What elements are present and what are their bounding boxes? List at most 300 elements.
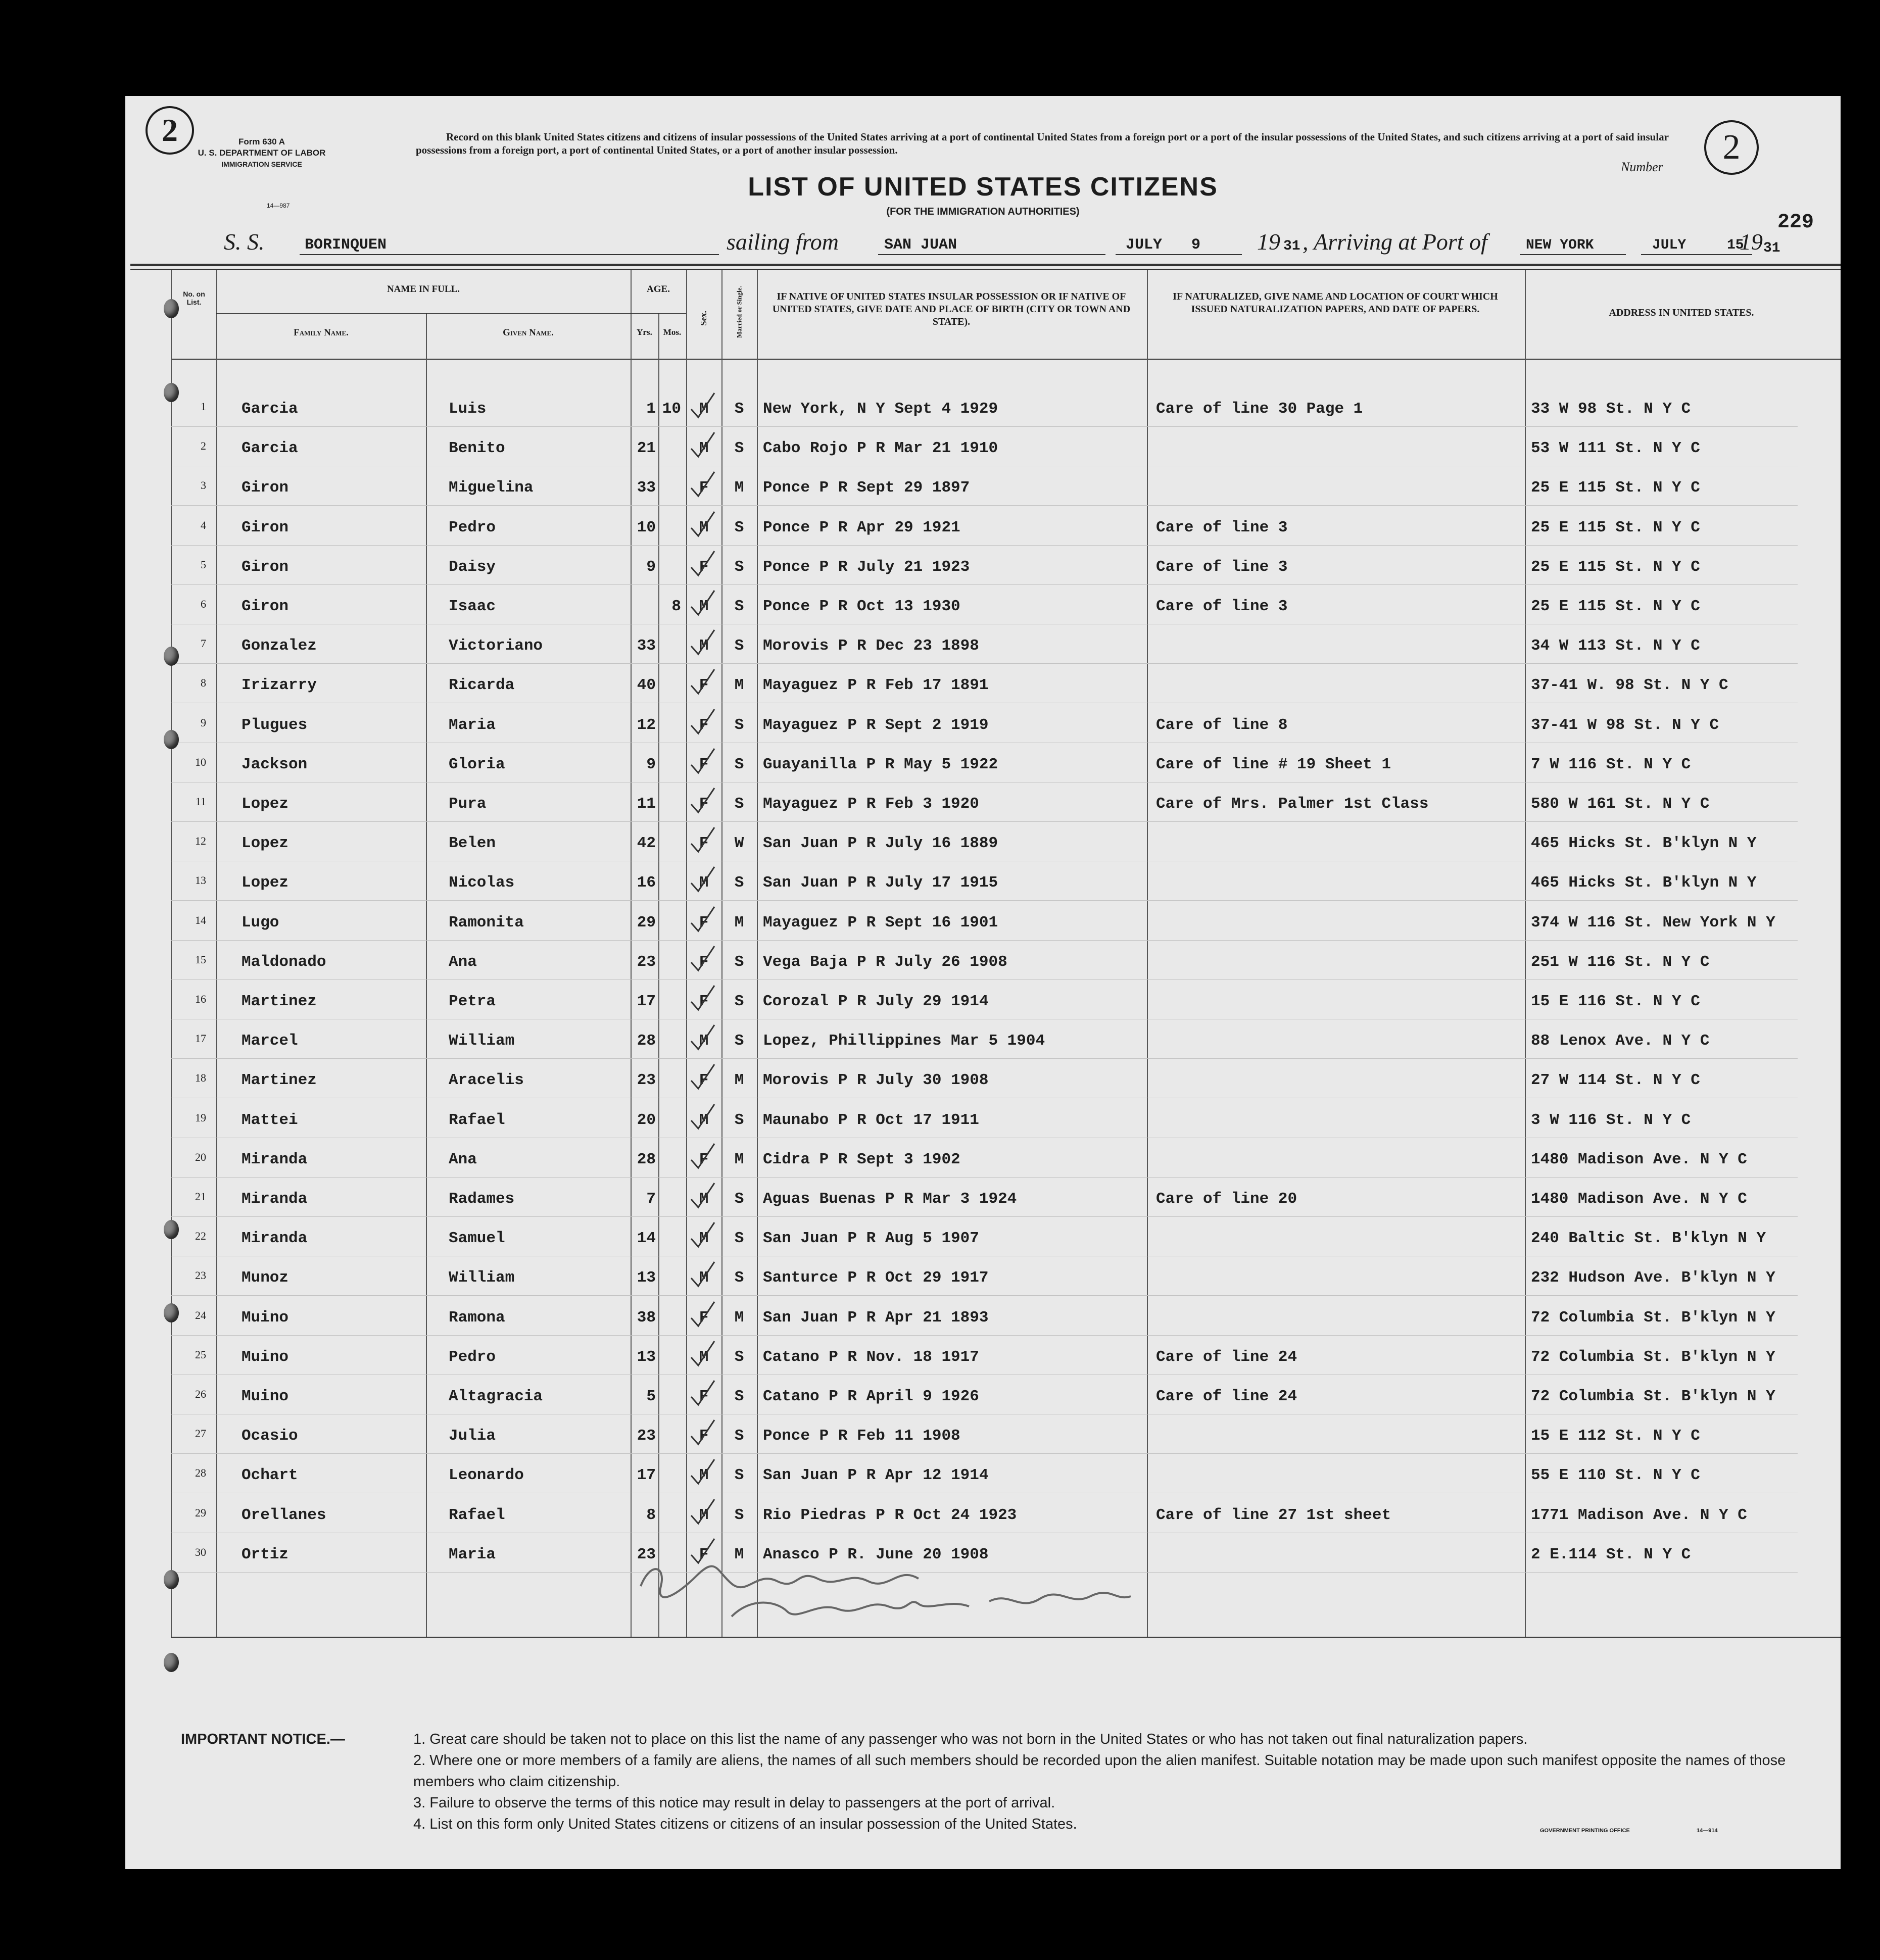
sex: F <box>699 1150 709 1168</box>
address: 37-41 W. 98 St. N Y C <box>1531 676 1728 695</box>
table-row <box>125 707 1841 746</box>
check-mark-icon <box>687 1300 717 1330</box>
sex: M <box>699 1032 709 1050</box>
check-mark-icon <box>687 707 717 738</box>
age-months: 10 <box>662 400 681 418</box>
family-name: Garcia <box>242 400 298 418</box>
address: 2 E.114 St. N Y C <box>1531 1545 1691 1563</box>
row-number: 13 <box>195 874 206 887</box>
arrive-year-prefix: 19 <box>1740 229 1763 255</box>
family-name: Giron <box>242 598 289 615</box>
address: 580 W 161 St. N Y C <box>1531 795 1710 813</box>
birth-info: Santurce P R Oct 29 1917 <box>763 1269 989 1287</box>
marital-status: S <box>734 953 744 971</box>
given-name: Aracelis <box>449 1071 524 1090</box>
sex: F <box>699 835 709 853</box>
table-row <box>125 984 1841 1022</box>
sailing-label-visible: sailing from <box>727 229 839 255</box>
notice-heading: IMPORTANT NOTICE.— <box>181 1731 345 1747</box>
address: 374 W 116 St. New York N Y <box>1531 913 1775 932</box>
family-name: Miranda <box>242 1190 308 1208</box>
given-name: Rafael <box>449 1111 505 1129</box>
birth-info: Vega Baja P R July 26 1908 <box>763 953 1007 971</box>
check-mark-icon <box>687 1102 717 1133</box>
age-years: 7 <box>646 1190 656 1208</box>
naturalization-info: Care of line 24 <box>1156 1348 1297 1366</box>
age-years: 33 <box>637 637 656 655</box>
ss-label: S. S. <box>224 229 265 255</box>
table-row <box>125 1339 1841 1378</box>
sex: M <box>699 1111 709 1129</box>
family-name: Giron <box>242 479 289 497</box>
given-name: Nicolas <box>449 874 515 892</box>
address: 1480 Madison Ave. N Y C <box>1531 1190 1747 1208</box>
table-row <box>125 1379 1841 1417</box>
sex: M <box>699 637 709 655</box>
marital-status: S <box>734 755 744 773</box>
address: 27 W 114 St. N Y C <box>1531 1071 1700 1090</box>
marital-status: M <box>734 1071 744 1090</box>
table-row <box>125 1497 1841 1536</box>
table-row <box>125 470 1841 509</box>
address: 72 Columbia St. B'klyn N Y <box>1531 1388 1775 1405</box>
given-name: Belen <box>449 835 496 853</box>
row-number: 25 <box>195 1348 206 1361</box>
sex: F <box>699 953 709 971</box>
table-row <box>125 747 1841 786</box>
family-name: Munoz <box>242 1269 289 1287</box>
family-name: Ortiz <box>242 1545 289 1563</box>
sex: F <box>699 479 709 497</box>
check-mark-icon <box>687 470 717 500</box>
important-notice <box>181 1729 1798 1835</box>
age-years: 28 <box>637 1032 656 1050</box>
row-number: 20 <box>195 1150 206 1163</box>
check-mark-icon <box>687 905 717 935</box>
depart-year: 31 <box>1283 238 1300 254</box>
row-number: 2 <box>201 439 206 453</box>
birth-info: Guayanilla P R May 5 1922 <box>763 755 998 773</box>
table-row <box>125 1457 1841 1496</box>
small-code: 14—987 <box>267 202 290 209</box>
sex: M <box>699 1348 709 1366</box>
department: U. S. DEPARTMENT OF LABOR <box>198 148 326 158</box>
birth-info: Ponce P R July 21 1923 <box>763 558 970 576</box>
marital-status: S <box>734 1032 744 1050</box>
given-name: Daisy <box>449 558 496 576</box>
row-number: 22 <box>195 1230 206 1243</box>
punch-hole <box>164 1220 179 1239</box>
row-number: 27 <box>195 1427 206 1440</box>
row-number: 28 <box>195 1466 206 1480</box>
col-given-name: Given Name. <box>503 327 554 338</box>
marital-status: S <box>734 558 744 576</box>
marital-status: S <box>734 1506 744 1524</box>
birth-info: San Juan P R July 16 1889 <box>763 835 998 853</box>
sex: F <box>699 676 709 695</box>
given-name: Pedro <box>449 1348 496 1366</box>
age-years: 20 <box>637 1111 656 1129</box>
age-years: 23 <box>637 1545 656 1563</box>
given-name: Isaac <box>449 598 496 615</box>
family-name: Jackson <box>242 755 308 773</box>
given-name: Maria <box>449 1545 496 1563</box>
table-row <box>125 667 1841 706</box>
row-number: 5 <box>201 558 206 571</box>
given-name: Ana <box>449 953 477 971</box>
given-name: William <box>449 1269 515 1287</box>
marital-status: S <box>734 637 744 655</box>
table-row <box>125 1418 1841 1457</box>
check-mark-icon <box>687 1260 717 1290</box>
sex: F <box>699 1308 709 1327</box>
marital-status: M <box>734 479 744 497</box>
marital-status: M <box>734 676 744 695</box>
marital-status: M <box>734 1150 744 1168</box>
table-row <box>125 430 1841 469</box>
given-name: Ana <box>449 1150 477 1168</box>
row-number: 3 <box>201 479 206 492</box>
check-mark-icon <box>687 786 717 816</box>
address: 251 W 116 St. N Y C <box>1531 953 1710 971</box>
check-mark-icon <box>687 1181 717 1211</box>
punch-hole <box>164 1570 179 1589</box>
age-years: 5 <box>646 1388 656 1405</box>
age-years: 13 <box>637 1348 656 1366</box>
row-number: 17 <box>195 1032 206 1045</box>
birth-info: Rio Piedras P R Oct 24 1923 <box>763 1506 1017 1524</box>
address: 33 W 98 St. N Y C <box>1531 400 1691 418</box>
row-number: 19 <box>195 1111 206 1124</box>
check-mark-icon <box>687 944 717 974</box>
sex: M <box>699 1269 709 1287</box>
row-number: 9 <box>201 716 206 729</box>
punch-hole <box>164 299 179 318</box>
age-years: 14 <box>637 1230 656 1248</box>
check-mark-icon <box>687 1379 717 1409</box>
sex: F <box>699 716 709 734</box>
table-row <box>125 510 1841 549</box>
age-years: 9 <box>646 755 656 773</box>
family-name: Muino <box>242 1388 289 1405</box>
table-row <box>125 905 1841 944</box>
given-name: Radames <box>449 1190 515 1208</box>
table-row <box>125 1062 1841 1101</box>
age-years: 33 <box>637 479 656 497</box>
birth-info: Morovis P R Dec 23 1898 <box>763 637 979 655</box>
depart-year-prefix: 19 <box>1257 229 1280 255</box>
check-mark-icon <box>687 1497 717 1528</box>
table-row <box>125 944 1841 983</box>
ship-name: BORINQUEN <box>305 236 387 254</box>
sex: M <box>699 598 709 615</box>
marital-status: S <box>734 1269 744 1287</box>
address: 72 Columbia St. B'klyn N Y <box>1531 1348 1775 1366</box>
table-row <box>125 391 1841 430</box>
birth-info: Ponce P R Feb 11 1908 <box>763 1427 960 1445</box>
arrive-day: 15 <box>1727 237 1744 253</box>
col-family-name: Family Name. <box>294 327 349 338</box>
naturalization-info: Care of line 3 <box>1156 598 1288 615</box>
marital-status: S <box>734 1388 744 1405</box>
sex: M <box>699 518 709 536</box>
table-row <box>125 1102 1841 1141</box>
age-years: 9 <box>646 558 656 576</box>
col-address: ADDRESS IN UNITED STATES. <box>1609 307 1754 318</box>
birth-info: Ponce P R Oct 13 1930 <box>763 598 960 615</box>
row-number: 1 <box>201 400 206 413</box>
given-name: Julia <box>449 1427 496 1445</box>
col-naturalized: IF NATURALIZED, GIVE NAME AND LOCATION OF COURT WHICH ISSUED NATURALIZATION PAPERS, AND DATE OF PAPERS. <box>1173 291 1498 315</box>
given-name: Miguelina <box>449 479 534 497</box>
address: 88 Lenox Ave. N Y C <box>1531 1032 1710 1050</box>
birth-info: Anasco P R. June 20 1908 <box>763 1545 989 1563</box>
notice-item-1: 1. Great care should be taken not to place on this list the name of any passenger who was not born in the United States or who has not taken out final naturalization papers. <box>413 1731 1528 1747</box>
address: 240 Baltic St. B'klyn N Y <box>1531 1230 1766 1248</box>
check-mark-icon <box>687 549 717 579</box>
family-name: Garcia <box>242 439 298 458</box>
sex: F <box>699 1071 709 1090</box>
family-name: Gonzalez <box>242 637 317 655</box>
given-name: Ricarda <box>449 676 515 695</box>
birth-info: Morovis P R July 30 1908 <box>763 1071 989 1090</box>
row-number: 4 <box>201 518 206 531</box>
birth-info: Cidra P R Sept 3 1902 <box>763 1150 960 1168</box>
address: 7 W 116 St. N Y C <box>1531 755 1691 773</box>
birth-info: Corozal P R July 29 1914 <box>763 993 989 1010</box>
birth-info: Ponce P R Apr 29 1921 <box>763 518 960 536</box>
table-row <box>125 865 1841 904</box>
family-name: Lopez <box>242 874 289 892</box>
col-no: No. on List. <box>183 290 205 306</box>
marital-status: S <box>734 1230 744 1248</box>
sex: F <box>699 755 709 773</box>
marital-status: S <box>734 1111 744 1129</box>
marital-status: S <box>734 1190 744 1208</box>
age-years: 12 <box>637 716 656 734</box>
row-number: 7 <box>201 637 206 650</box>
sex: M <box>699 874 709 892</box>
given-name: Leonardo <box>449 1466 524 1485</box>
row-number: 15 <box>195 953 206 966</box>
to-port: NEW YORK <box>1526 237 1594 253</box>
check-mark-icon <box>687 747 717 777</box>
address: 15 E 116 St. N Y C <box>1531 993 1700 1010</box>
punch-hole <box>164 730 179 749</box>
birth-info: New York, N Y Sept 4 1929 <box>763 400 998 418</box>
address: 34 W 113 St. N Y C <box>1531 637 1700 655</box>
punch-hole <box>164 383 179 402</box>
arrive-month: JULY <box>1652 237 1686 253</box>
table-row <box>125 1023 1841 1062</box>
address: 55 E 110 St. N Y C <box>1531 1466 1700 1485</box>
birth-info: San Juan P R Aug 5 1907 <box>763 1230 979 1248</box>
age-years: 17 <box>637 993 656 1010</box>
family-name: Orellanes <box>242 1506 326 1524</box>
family-name: Martinez <box>242 1071 317 1090</box>
sex: F <box>699 993 709 1010</box>
family-name: Plugues <box>242 716 308 734</box>
birth-info: San Juan P R July 17 1915 <box>763 874 998 892</box>
birth-info: San Juan P R Apr 12 1914 <box>763 1466 989 1485</box>
birth-info: Mayaguez P R Feb 17 1891 <box>763 676 989 695</box>
number-label: Number <box>1621 160 1663 174</box>
given-name: William <box>449 1032 515 1050</box>
marital-status: S <box>734 795 744 813</box>
family-name: Mattei <box>242 1111 298 1129</box>
address: 3 W 116 St. N Y C <box>1531 1111 1691 1129</box>
table-row <box>125 786 1841 825</box>
age-months: 8 <box>671 598 681 615</box>
address: 25 E 115 St. N Y C <box>1531 558 1700 576</box>
check-mark-icon <box>687 1142 717 1172</box>
birth-info: Mayaguez P R Feb 3 1920 <box>763 795 979 813</box>
given-name: Gloria <box>449 755 505 773</box>
marital-status: S <box>734 400 744 418</box>
naturalization-info: Care of line 3 <box>1156 558 1288 576</box>
row-number: 11 <box>195 795 206 808</box>
table-row <box>125 1142 1841 1181</box>
address: 37-41 W 98 St. N Y C <box>1531 716 1719 734</box>
given-name: Victoriano <box>449 637 543 655</box>
check-mark-icon <box>687 1457 717 1488</box>
row-number: 23 <box>195 1269 206 1282</box>
row-number: 18 <box>195 1071 206 1085</box>
age-years: 23 <box>637 1071 656 1090</box>
age-years: 13 <box>637 1269 656 1287</box>
manifest-page <box>125 96 1841 1869</box>
given-name: Luis <box>449 400 487 418</box>
printer-imprint: GOVERNMENT PRINTING OFFICE <box>1540 1828 1630 1834</box>
row-number: 10 <box>195 755 206 768</box>
table-row <box>125 825 1841 864</box>
table-row <box>125 589 1841 627</box>
col-birth: IF NATIVE OF UNITED STATES INSULAR POSSESSION OR IF NATIVE OF UNITED STATES, GIVE DATE AND PLACE OF BIRTH (CITY OR TOWN AND STATE). <box>772 291 1131 327</box>
col-married: Married or Single. <box>735 286 743 338</box>
marital-status: M <box>734 913 744 932</box>
sex: F <box>699 913 709 932</box>
given-name: Samuel <box>449 1230 505 1248</box>
birth-info: Maunabo P R Oct 17 1911 <box>763 1111 979 1129</box>
naturalization-info: Care of line 3 <box>1156 518 1288 536</box>
notice-item-2: 2. Where one or more members of a family are aliens, the names of all such members should be recorded upon the alien manifest. Suitable notation may be made upon such manifest opposite the names of those members who claim citizenship. <box>413 1752 1786 1790</box>
age-years: 10 <box>637 518 656 536</box>
marital-status: S <box>734 439 744 458</box>
given-name: Rafael <box>449 1506 505 1524</box>
row-number: 14 <box>195 913 206 926</box>
service: IMMIGRATION SERVICE <box>221 160 302 168</box>
family-name: Ocasio <box>242 1427 298 1445</box>
given-name: Ramonita <box>449 913 524 932</box>
age-years: 16 <box>637 874 656 892</box>
table-row <box>125 549 1841 588</box>
family-name: Lopez <box>242 835 289 853</box>
address: 1771 Madison Ave. N Y C <box>1531 1506 1747 1524</box>
family-name: Marcel <box>242 1032 298 1050</box>
circled-number-left: 2 <box>146 106 194 155</box>
family-name: Lopez <box>242 795 289 813</box>
age-years: 1 <box>646 400 656 418</box>
notice-item-4: 4. List on this form only United States citizens or citizens of an insular possession of the United States. <box>413 1816 1077 1832</box>
family-name: Miranda <box>242 1150 308 1168</box>
sex: M <box>699 1506 709 1524</box>
page-number: 229 <box>1777 211 1814 234</box>
birth-info: Lopez, Phillippines Mar 5 1904 <box>763 1032 1045 1050</box>
address: 465 Hicks St. B'klyn N Y <box>1531 874 1757 892</box>
footer-code: 14—914 <box>1697 1828 1718 1834</box>
address: 72 Columbia St. B'klyn N Y <box>1531 1308 1775 1327</box>
check-mark-icon <box>687 825 717 856</box>
marital-status: S <box>734 874 744 892</box>
check-mark-icon <box>687 1023 717 1053</box>
arriving-label: , Arriving at Port of <box>1303 229 1487 255</box>
check-mark-icon <box>687 1339 717 1369</box>
check-mark-icon <box>687 865 717 895</box>
row-number: 21 <box>195 1190 206 1203</box>
given-name: Pedro <box>449 518 496 536</box>
marital-status: W <box>734 835 744 853</box>
marital-status: S <box>734 1348 744 1366</box>
given-name: Petra <box>449 993 496 1010</box>
sex: M <box>699 439 709 458</box>
marital-status: S <box>734 993 744 1010</box>
check-mark-icon <box>687 430 717 461</box>
table-row <box>125 1260 1841 1299</box>
col-age: AGE. <box>647 284 670 295</box>
check-mark-icon <box>687 628 717 658</box>
address: 53 W 111 St. N Y C <box>1531 439 1700 458</box>
age-years: 8 <box>646 1506 656 1524</box>
given-name: Altagracia <box>449 1388 543 1405</box>
row-number: 24 <box>195 1308 206 1321</box>
sex: M <box>699 400 709 418</box>
naturalization-info: Care of line # 19 Sheet 1 <box>1156 755 1391 773</box>
family-name: Maldonado <box>242 953 326 971</box>
depart-day: 9 <box>1191 236 1201 254</box>
family-name: Miranda <box>242 1230 308 1248</box>
punch-hole <box>164 1303 179 1322</box>
address: 25 E 115 St. N Y C <box>1531 518 1700 536</box>
address: 232 Hudson Ave. B'klyn N Y <box>1531 1269 1775 1287</box>
sex: F <box>699 558 709 576</box>
from-port: SAN JUAN <box>884 236 957 254</box>
family-name: Ochart <box>242 1466 298 1485</box>
marital-status: S <box>734 518 744 536</box>
marital-status: S <box>734 598 744 615</box>
page-subtitle: (FOR THE IMMIGRATION AUTHORITIES) <box>886 206 1080 217</box>
col-name-in-full: NAME IN FULL. <box>387 284 460 295</box>
form-block <box>186 136 338 170</box>
table-row <box>125 1181 1841 1220</box>
marital-status: S <box>734 716 744 734</box>
birth-info: Mayaguez P R Sept 16 1901 <box>763 913 998 932</box>
age-years: 40 <box>637 676 656 695</box>
given-name: Pura <box>449 795 487 813</box>
age-years: 29 <box>637 913 656 932</box>
row-number: 30 <box>195 1545 206 1558</box>
row-number: 12 <box>195 835 206 848</box>
address: 25 E 115 St. N Y C <box>1531 479 1700 497</box>
marital-status: M <box>734 1308 744 1327</box>
age-years: 28 <box>637 1150 656 1168</box>
naturalization-info: Care of line 27 1st sheet <box>1156 1506 1391 1524</box>
age-years: 38 <box>637 1308 656 1327</box>
birth-info: Aguas Buenas P R Mar 3 1924 <box>763 1190 1017 1208</box>
row-number: 16 <box>195 993 206 1005</box>
marital-status: M <box>734 1545 744 1563</box>
family-name: Muino <box>242 1348 289 1366</box>
check-mark-icon <box>687 510 717 540</box>
